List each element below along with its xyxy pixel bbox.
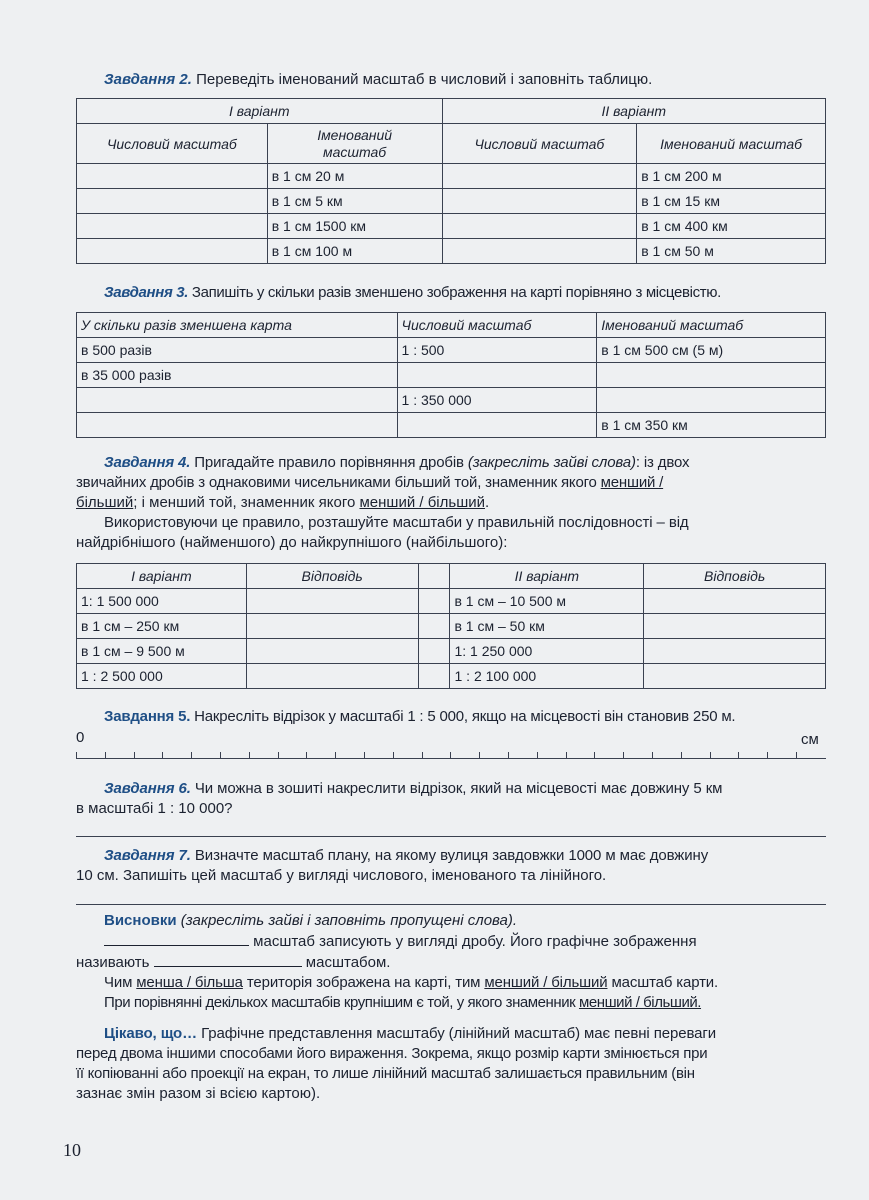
task4-text-c: : із двох <box>635 454 690 471</box>
interesting-line1 <box>76 1024 826 1044</box>
ruler-tick <box>393 752 394 759</box>
ruler-tick <box>738 752 739 759</box>
ruler-tick <box>710 752 711 759</box>
ruler-tick <box>479 752 480 759</box>
answer-cell[interactable] <box>644 614 826 639</box>
table-row <box>77 214 826 239</box>
table-cell: в 1 см 350 км <box>597 413 826 438</box>
table-cell: в 1 см 20 м <box>267 164 442 189</box>
task3-title <box>104 283 721 303</box>
task6-answer-line[interactable] <box>76 836 826 837</box>
task5-label: Завдання 5. <box>104 708 191 725</box>
answer-cell[interactable] <box>442 189 637 214</box>
task4-line5: найдрібнішого (найменшого) до найкрупнішого (найбільшого): <box>76 534 508 551</box>
ruler-tick <box>306 752 307 759</box>
ruler-tick <box>652 752 653 759</box>
conclusions-choice: менший / більший. <box>578 994 702 1011</box>
task2-col-named-v1-line2: масштаб <box>323 143 387 160</box>
interesting-line4: зазнає змін разом зі всією картою). <box>76 1085 321 1102</box>
ruler-tick <box>364 752 365 759</box>
answer-cell[interactable] <box>77 388 398 413</box>
task4-line4: Використовуючи це правило, розташуйте масштаби у правильній послідовності – від <box>104 514 689 531</box>
answer-cell[interactable] <box>442 214 637 239</box>
answer-cell[interactable] <box>397 413 597 438</box>
task4-table <box>76 563 826 689</box>
task4-text-a: Пригадайте правило порівняння дробів <box>190 454 468 471</box>
answer-cell[interactable] <box>77 189 268 214</box>
task7-paragraph <box>76 846 826 886</box>
answer-cell[interactable] <box>77 164 268 189</box>
task7-line1 <box>76 846 826 866</box>
table-cell: в 500 разів <box>77 338 398 363</box>
ruler-tick <box>422 752 423 759</box>
task4-gap-cell <box>418 589 450 614</box>
answer-cell[interactable] <box>442 239 637 264</box>
interesting-line2: перед двома іншими способами його вираження. Зокрема, якщо розмір карти змінюється при <box>76 1045 708 1062</box>
task6-label: Завдання 6. <box>104 780 191 797</box>
ruler-tick <box>278 752 279 759</box>
table-cell: в 35 000 разів <box>77 363 398 388</box>
conclusions-text: При порівнянні декількох масштабів крупнішим є той, у якого знаменник <box>104 994 579 1011</box>
conclusions-line4 <box>76 993 826 1013</box>
ruler-tick <box>134 752 135 759</box>
centimeter-ruler[interactable] <box>76 748 826 760</box>
task5-title <box>104 707 735 727</box>
table-cell: в 1 см – 9 500 м <box>77 639 247 664</box>
answer-cell[interactable] <box>246 614 418 639</box>
ruler-tick <box>162 752 163 759</box>
table-row <box>77 614 826 639</box>
ruler-baseline <box>76 758 826 759</box>
task3-text: Запишіть у скільки разів зменшено зображення на карті порівняно з місцевістю. <box>188 284 721 301</box>
task6-line2: в масштабі 1 : 10 000? <box>76 800 233 817</box>
task6-line1 <box>76 779 826 799</box>
ruler-tick <box>566 752 567 759</box>
task2-col-numeric-v1: Числовий масштаб <box>77 124 268 164</box>
table-row <box>77 413 826 438</box>
task2-col-numeric-v2: Числовий масштаб <box>442 124 637 164</box>
task3-header-numeric: Числовий масштаб <box>397 313 597 338</box>
ruler-tick <box>249 752 250 759</box>
task5-text: Накресліть відрізок у масштабі 1 : 5 000, якщо на місцевості він становив 250 м. <box>190 708 736 725</box>
answer-cell[interactable] <box>246 664 418 689</box>
fill-blank[interactable] <box>154 952 302 967</box>
answer-cell[interactable] <box>644 589 826 614</box>
task7-label: Завдання 7. <box>104 847 191 864</box>
table-row <box>77 664 826 689</box>
ruler-tick <box>76 752 77 759</box>
conclusions-text: масштаб карти. <box>607 974 719 991</box>
task4-answer-header-v1: Відповідь <box>246 564 418 589</box>
table-cell: в 1 см – 10 500 м <box>450 589 644 614</box>
ruler-tick <box>335 752 336 759</box>
task4-label: Завдання 4. <box>104 454 191 471</box>
task4-answer-header-v2: Відповідь <box>644 564 826 589</box>
table-cell: в 1 см 5 км <box>267 189 442 214</box>
table-row <box>77 189 826 214</box>
interesting-line3: її копіюванні або проекції на екран, то лише лінійний масштаб залишається правильним (він <box>76 1065 695 1082</box>
ruler-tick <box>594 752 595 759</box>
conclusions-line2 <box>76 952 826 973</box>
task4-hint: (закресліть зайві слова) <box>467 454 636 471</box>
task7-text: Визначте масштаб плану, на якому вулиця завдовжки 1000 м має довжину <box>190 847 709 864</box>
task4-variant2-header: ІІ варіант <box>450 564 644 589</box>
task3-table <box>76 312 826 438</box>
task4-text: ; і менший той, знаменник якого <box>133 494 360 511</box>
task4-line2 <box>76 473 826 493</box>
ruler-tick <box>767 752 768 759</box>
table-row <box>77 338 826 363</box>
table-row <box>77 239 826 264</box>
conclusions-choice: менший / більший <box>484 974 608 991</box>
conclusions-text: територія зображена на карті, тим <box>242 974 485 991</box>
table-cell: в 1 см 500 см (5 м) <box>597 338 826 363</box>
answer-cell[interactable] <box>77 214 268 239</box>
table-cell: в 1 см 200 м <box>637 164 826 189</box>
interesting-paragraph <box>76 1024 826 1104</box>
task6-text: Чи можна в зошиті накреслити відрізок, який на місцевості має довжину 5 км <box>190 780 723 797</box>
table-cell: 1 : 2 100 000 <box>450 664 644 689</box>
table-row <box>77 363 826 388</box>
table-row <box>77 164 826 189</box>
task4-variant1-header: І варіант <box>77 564 247 589</box>
conclusions-hint: (закресліть зайві і заповніть пропущені слова). <box>176 912 518 929</box>
task7-line2: 10 см. Запишіть цей масштаб у вигляді числового, іменованого та лінійного. <box>76 867 607 884</box>
table-cell: 1: 1 250 000 <box>450 639 644 664</box>
task2-text: Переведіть іменований масштаб в числовий і заповніть таблицю. <box>191 71 653 88</box>
ruler-tick <box>450 752 451 759</box>
conclusions-text: масштаб записують у вигляді дробу. Його графічне зображення <box>249 933 697 950</box>
conclusions-text: називають <box>76 954 154 971</box>
conclusions-choice: менша / більша <box>136 974 243 991</box>
answer-cell[interactable] <box>246 639 418 664</box>
task4-paragraph <box>76 453 826 553</box>
table-row <box>77 388 826 413</box>
conclusions-label: Висновки <box>104 912 177 929</box>
task7-answer-line[interactable] <box>76 904 826 905</box>
task4-gap-cell <box>418 564 450 589</box>
interesting-text: Графічне представлення масштабу (лінійний масштаб) має певні переваги <box>197 1025 717 1042</box>
ruler-tick <box>623 752 624 759</box>
conclusions-text: масштабом. <box>301 954 391 971</box>
task4-choice: менший / <box>600 474 664 491</box>
answer-cell[interactable] <box>644 639 826 664</box>
answer-cell[interactable] <box>442 164 637 189</box>
conclusions-paragraph <box>76 911 826 1013</box>
task3-header-times: У скільки разів зменшена карта <box>77 313 398 338</box>
ruler-tick <box>105 752 106 759</box>
answer-cell[interactable] <box>77 413 398 438</box>
ruler-tick <box>220 752 221 759</box>
task2-col-named-v1-line1: Іменований <box>317 126 393 143</box>
answer-cell[interactable] <box>397 363 597 388</box>
task4-gap-cell <box>418 664 450 689</box>
task2-variant2-header: ІІ варіант <box>442 99 826 124</box>
answer-cell[interactable] <box>246 589 418 614</box>
task2-col-named-v2: Іменований масштаб <box>637 124 826 164</box>
answer-cell[interactable] <box>644 664 826 689</box>
task2-label: Завдання 2. <box>104 71 192 88</box>
task4-line1 <box>76 453 826 473</box>
task2-col-named-v1 <box>267 124 442 164</box>
interesting-label: Цікаво, що… <box>104 1025 198 1042</box>
ruler-tick <box>681 752 682 759</box>
table-cell: в 1 см 400 км <box>637 214 826 239</box>
task4-gap-cell <box>418 639 450 664</box>
ruler-tick <box>537 752 538 759</box>
task4-text: . <box>484 494 490 511</box>
task4-line3 <box>76 493 826 513</box>
table-cell: в 1 см 50 м <box>637 239 826 264</box>
ruler-tick <box>796 752 797 759</box>
page-number: 10 <box>63 1140 81 1160</box>
task4-text: звичайних дробів з однаковими чисельниками більший той, знаменник якого <box>76 474 601 491</box>
task4-choice: більший <box>76 494 134 511</box>
ruler-zero-label: 0 <box>76 729 85 746</box>
task4-gap-cell <box>418 614 450 639</box>
ruler-unit-label: см <box>801 731 819 748</box>
table-row <box>77 639 826 664</box>
conclusions-line1 <box>76 931 826 952</box>
table-row <box>77 589 826 614</box>
task2-table <box>76 98 826 264</box>
table-cell: 1 : 2 500 000 <box>77 664 247 689</box>
task6-paragraph <box>76 779 826 819</box>
ruler-tick <box>191 752 192 759</box>
table-cell: в 1 см 1500 км <box>267 214 442 239</box>
task4-choice: менший / більший <box>359 494 485 511</box>
conclusions-line3 <box>76 973 826 993</box>
task3-label: Завдання 3. <box>104 284 189 301</box>
table-cell: 1 : 350 000 <box>397 388 597 413</box>
task2-title <box>104 70 652 90</box>
table-cell: в 1 см 100 м <box>267 239 442 264</box>
answer-cell[interactable] <box>77 239 268 264</box>
task3-header-named: Іменований масштаб <box>597 313 826 338</box>
task2-variant1-header: І варіант <box>77 99 443 124</box>
answer-cell[interactable] <box>597 363 826 388</box>
table-cell: 1: 1 500 000 <box>77 589 247 614</box>
conclusions-text: Чим <box>104 974 137 991</box>
answer-cell[interactable] <box>597 388 826 413</box>
ruler-tick <box>508 752 509 759</box>
table-cell: в 1 см 15 км <box>637 189 826 214</box>
table-cell: в 1 см – 50 км <box>450 614 644 639</box>
table-cell: в 1 см – 250 км <box>77 614 247 639</box>
table-cell: 1 : 500 <box>397 338 597 363</box>
conclusions-title-line <box>76 911 826 931</box>
fill-blank[interactable] <box>104 931 249 946</box>
